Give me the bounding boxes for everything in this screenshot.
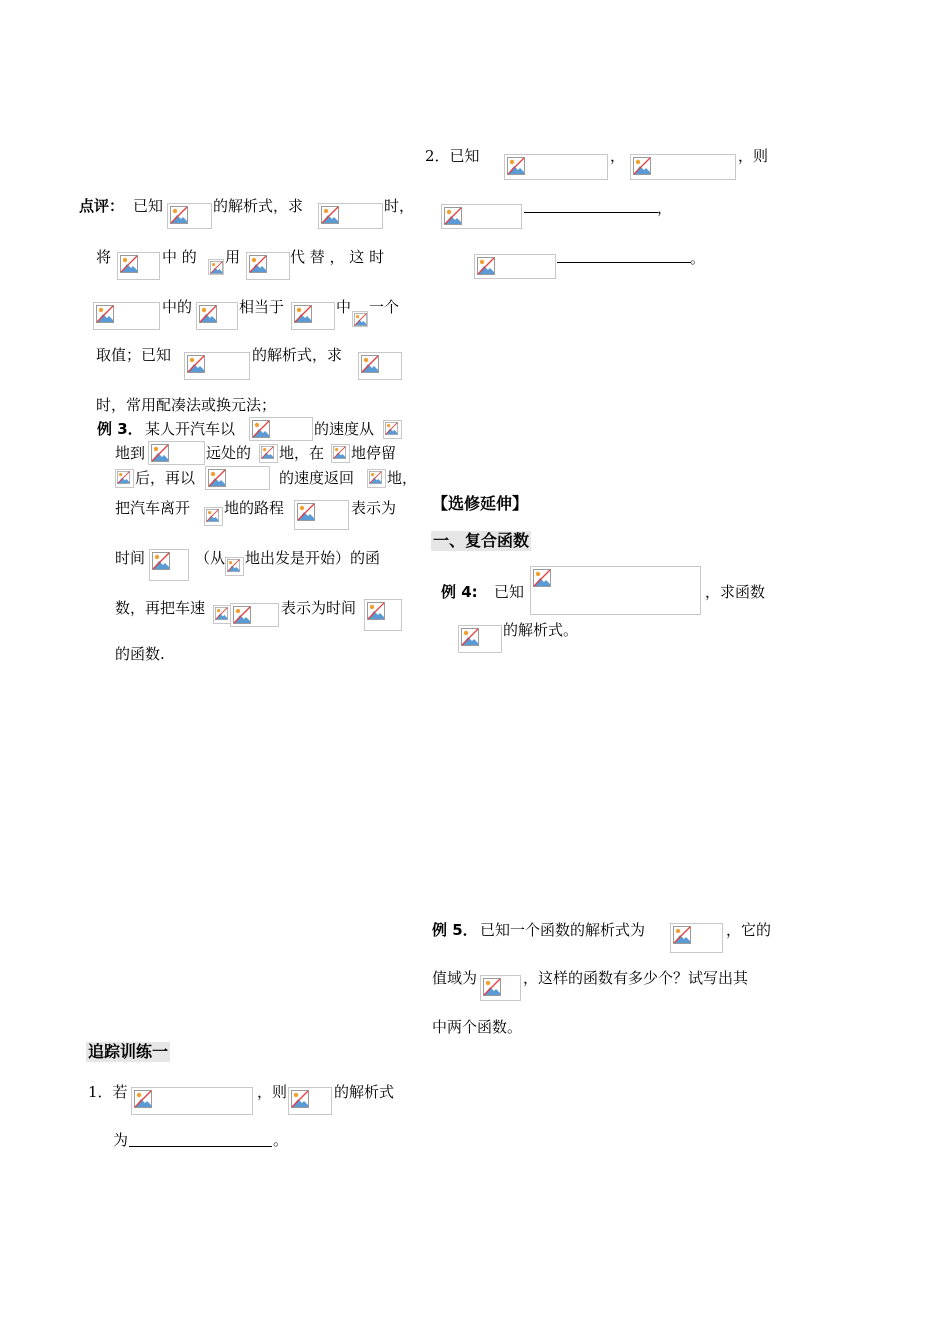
text: 的解析式，求 (252, 346, 343, 364)
text: ，这样的函数有多少个？试写出其 (523, 969, 749, 987)
text: 代 替 ， 这 时 (290, 248, 385, 266)
formula-image-icon (530, 566, 701, 615)
example-4-label: 例 4: (441, 583, 478, 601)
formula-image-icon (331, 444, 350, 463)
text: 已知 (494, 583, 525, 601)
formula-image-icon (148, 441, 205, 465)
formula-image-icon (474, 254, 556, 279)
text: 一个 (369, 298, 400, 316)
text: 时， (384, 197, 415, 215)
text: 。 (690, 249, 706, 267)
formula-image-icon (358, 352, 402, 380)
text: 中 的 (162, 248, 197, 266)
example-5-label: 例 5． (432, 921, 478, 939)
formula-image-icon (249, 417, 313, 441)
text: ，求函数 (705, 583, 766, 601)
formula-image-icon (131, 1087, 253, 1115)
formula-image-icon (167, 203, 212, 229)
text: 表示为 (351, 499, 397, 517)
text: （从 (195, 549, 226, 567)
formula-image-icon (196, 302, 238, 330)
comment-label: 点评： (79, 197, 125, 215)
formula-image-icon (630, 154, 736, 180)
text: 把汽车离开 (115, 499, 191, 517)
text: 为 (113, 1131, 129, 1149)
text: 值域为 (432, 969, 478, 987)
formula-image-icon (225, 557, 244, 576)
text: 的解析式，求 (213, 197, 304, 215)
text: 的速度从 (314, 420, 375, 438)
answer-blank (524, 212, 658, 213)
formula-image-icon (205, 466, 270, 490)
formula-image-icon (294, 500, 349, 530)
formula-image-icon (93, 302, 160, 330)
text: 的解析式。 (503, 621, 579, 639)
text: 地，在 (279, 444, 325, 462)
formula-image-icon (458, 625, 502, 653)
text: 中两个函数。 (432, 1018, 523, 1036)
text: ， (610, 147, 626, 165)
formula-image-icon (230, 603, 279, 627)
text: 地出发是开始）的函 (245, 549, 381, 567)
text: 2．已知 (425, 147, 480, 165)
answer-blank (557, 262, 691, 263)
formula-image-icon (246, 252, 290, 280)
example-3-label: 例 3． (97, 420, 143, 438)
tracking-title: 追踪训练一 (88, 1042, 169, 1061)
text: 时，常用配凑法或换元法； (96, 396, 277, 414)
section-title: 一、复合函数 (433, 531, 530, 550)
text: 中 (336, 298, 352, 316)
formula-image-icon (480, 975, 521, 1001)
text: 的解析式 (334, 1083, 395, 1101)
text: ，它的 (726, 921, 772, 939)
text: 。 (273, 1131, 289, 1149)
formula-image-icon (288, 1087, 332, 1115)
text: 时间 (115, 549, 146, 567)
text: ，则 (257, 1083, 288, 1101)
text: 后，再以 (135, 469, 196, 487)
text: 的速度返回 (279, 469, 355, 487)
formula-image-icon (115, 469, 134, 488)
text: 1．若 (88, 1083, 128, 1101)
formula-image-icon (259, 444, 278, 463)
formula-image-icon (149, 549, 189, 581)
text: 用 (225, 248, 241, 266)
text: 已知一个函数的解析式为 (480, 921, 646, 939)
formula-image-icon (504, 154, 608, 180)
formula-image-icon (184, 352, 250, 380)
formula-image-icon (383, 420, 402, 439)
text: 表示为时间 (281, 599, 357, 617)
text: 地， (387, 469, 418, 487)
formula-image-icon (291, 302, 335, 330)
text: 地的路程 (224, 499, 285, 517)
formula-image-icon (364, 599, 402, 631)
text: 取值；已知 (96, 346, 172, 364)
answer-blank (129, 1146, 272, 1147)
text: ，则 (738, 147, 769, 165)
text: ， (657, 199, 673, 217)
text: 相当于 (239, 298, 285, 316)
text: 远处的 (206, 444, 252, 462)
text: 的函数. (115, 645, 165, 663)
text: 中的 (162, 298, 193, 316)
formula-image-icon (318, 203, 383, 229)
text: 某人开汽车以 (145, 420, 236, 438)
text: 将 (96, 248, 112, 266)
formula-image-icon (670, 923, 723, 953)
formula-image-icon (352, 311, 368, 327)
elective-title: 【选修延伸】 (432, 494, 529, 513)
formula-image-icon (367, 469, 386, 488)
text: 已知 (133, 197, 164, 215)
formula-image-icon (208, 259, 224, 275)
text: 地到 (115, 444, 146, 462)
formula-image-icon (117, 252, 160, 280)
text: 数，再把车速 (115, 599, 206, 617)
formula-image-icon (204, 507, 223, 526)
text: 地停留 (351, 444, 397, 462)
formula-image-icon (441, 204, 522, 229)
